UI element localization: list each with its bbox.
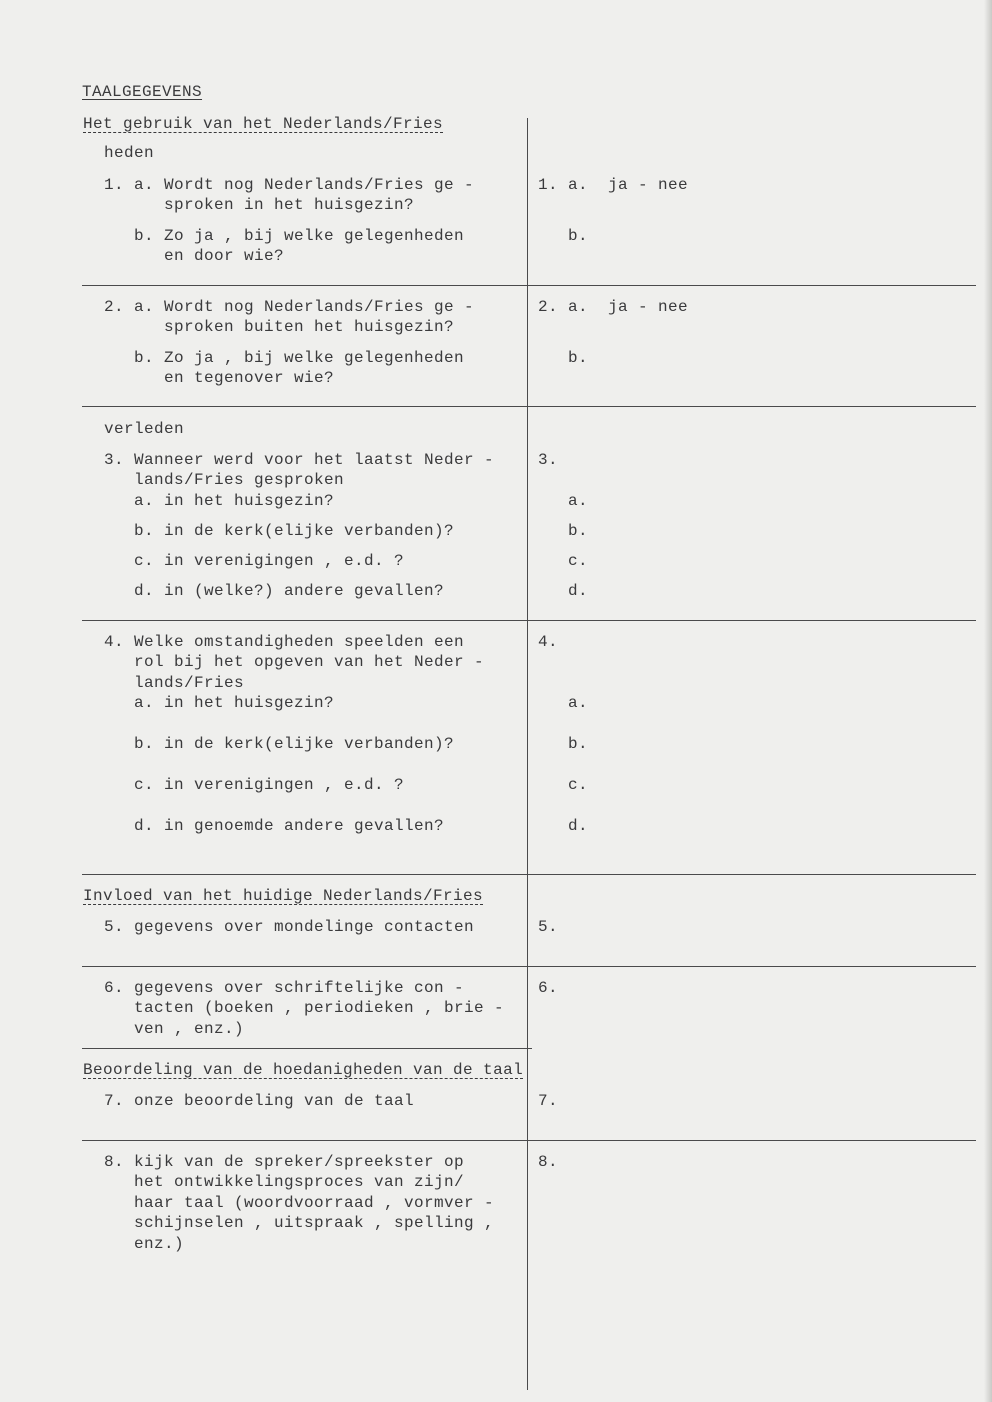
answer-4a: a. [538, 694, 589, 712]
row-divider-3 [82, 620, 976, 621]
question-8: 8. kijk van de spreker/spreekster op het ontwikkelingsproces van zijn/ haar taal (woordvoorraad , vormver - schijnselen , uitspraak , spelling , enz.) [104, 1153, 495, 1253]
paper-edge-shadow [984, 0, 992, 1402]
answer-3d: d. [538, 582, 589, 600]
question-4c: c. in verenigingen , e.d. ? [104, 776, 405, 794]
answer-3a: a. [538, 492, 589, 510]
question-3a: a. in het huisgezin? [104, 492, 335, 510]
question-4a: a. in het huisgezin? [104, 694, 335, 712]
question-2a: 2. a. Wordt nog Nederlands/Fries ge - sproken buiten het huisgezin? [104, 298, 475, 337]
question-1b: b. Zo ja , bij welke gelegenheden en door wie? [134, 227, 465, 266]
question-1a: 1. a. Wordt nog Nederlands/Fries ge - sproken in het huisgezin? [104, 176, 475, 215]
answer-8: 8. [538, 1153, 559, 1171]
answer-1b: b. [538, 227, 589, 245]
question-7: 7. onze beoordeling van de taal [104, 1092, 415, 1110]
question-3-intro: 3. Wanneer werd voor het laatst Neder - lands/Fries gesproken [104, 451, 495, 490]
answer-4d: d. [538, 817, 589, 835]
answer-1a: 1. a. ja - nee [538, 176, 689, 194]
answer-2a: 2. a. ja - nee [538, 298, 689, 316]
section-heading-invloed: Invloed van het huidige Nederlands/Fries [83, 887, 484, 905]
question-4d: d. in genoemde andere gevallen? [104, 817, 445, 835]
question-2b: b. Zo ja , bij welke gelegenheden en tegenover wie? [134, 349, 465, 388]
answer-6: 6. [538, 979, 559, 997]
question-4-intro: 4. Welke omstandigheden speelden een rol bij het opgeven van het Neder - lands/Fries [104, 633, 485, 692]
question-3b: b. in de kerk(elijke verbanden)? [104, 522, 455, 540]
column-divider [527, 118, 528, 1390]
section-heading-beoordeling: Beoordeling van de hoedanigheden van de taal [83, 1061, 524, 1079]
row-divider-6 [82, 1048, 532, 1049]
question-6: 6. gegevens over schriftelijke con - tacten (boeken , periodieken , brie - ven , enz.) [104, 979, 505, 1038]
question-3d: d. in (welke?) andere gevallen? [104, 582, 445, 600]
row-divider-5 [82, 966, 976, 967]
answer-4b: b. [538, 735, 589, 753]
page-heading: TAALGEGEVENS [82, 83, 203, 101]
row-divider-1 [82, 285, 976, 286]
section-heading-gebruik: Het gebruik van het Nederlands/Fries [83, 115, 444, 133]
row-divider-7 [82, 1140, 976, 1141]
subsection-heden: heden [104, 144, 155, 162]
answer-3: 3. [538, 451, 559, 469]
answer-3b: b. [538, 522, 589, 540]
answer-3c: c. [538, 552, 589, 570]
answer-5: 5. [538, 918, 559, 936]
question-5: 5. gegevens over mondelinge contacten [104, 918, 475, 936]
question-3c: c. in verenigingen , e.d. ? [104, 552, 405, 570]
subsection-verleden: verleden [104, 420, 185, 438]
answer-7: 7. [538, 1092, 559, 1110]
answer-2b: b. [538, 349, 589, 367]
row-divider-4 [82, 874, 976, 875]
row-divider-2 [82, 406, 976, 407]
question-4b: b. in de kerk(elijke verbanden)? [104, 735, 455, 753]
answer-4: 4. [538, 633, 559, 651]
answer-4c: c. [538, 776, 589, 794]
